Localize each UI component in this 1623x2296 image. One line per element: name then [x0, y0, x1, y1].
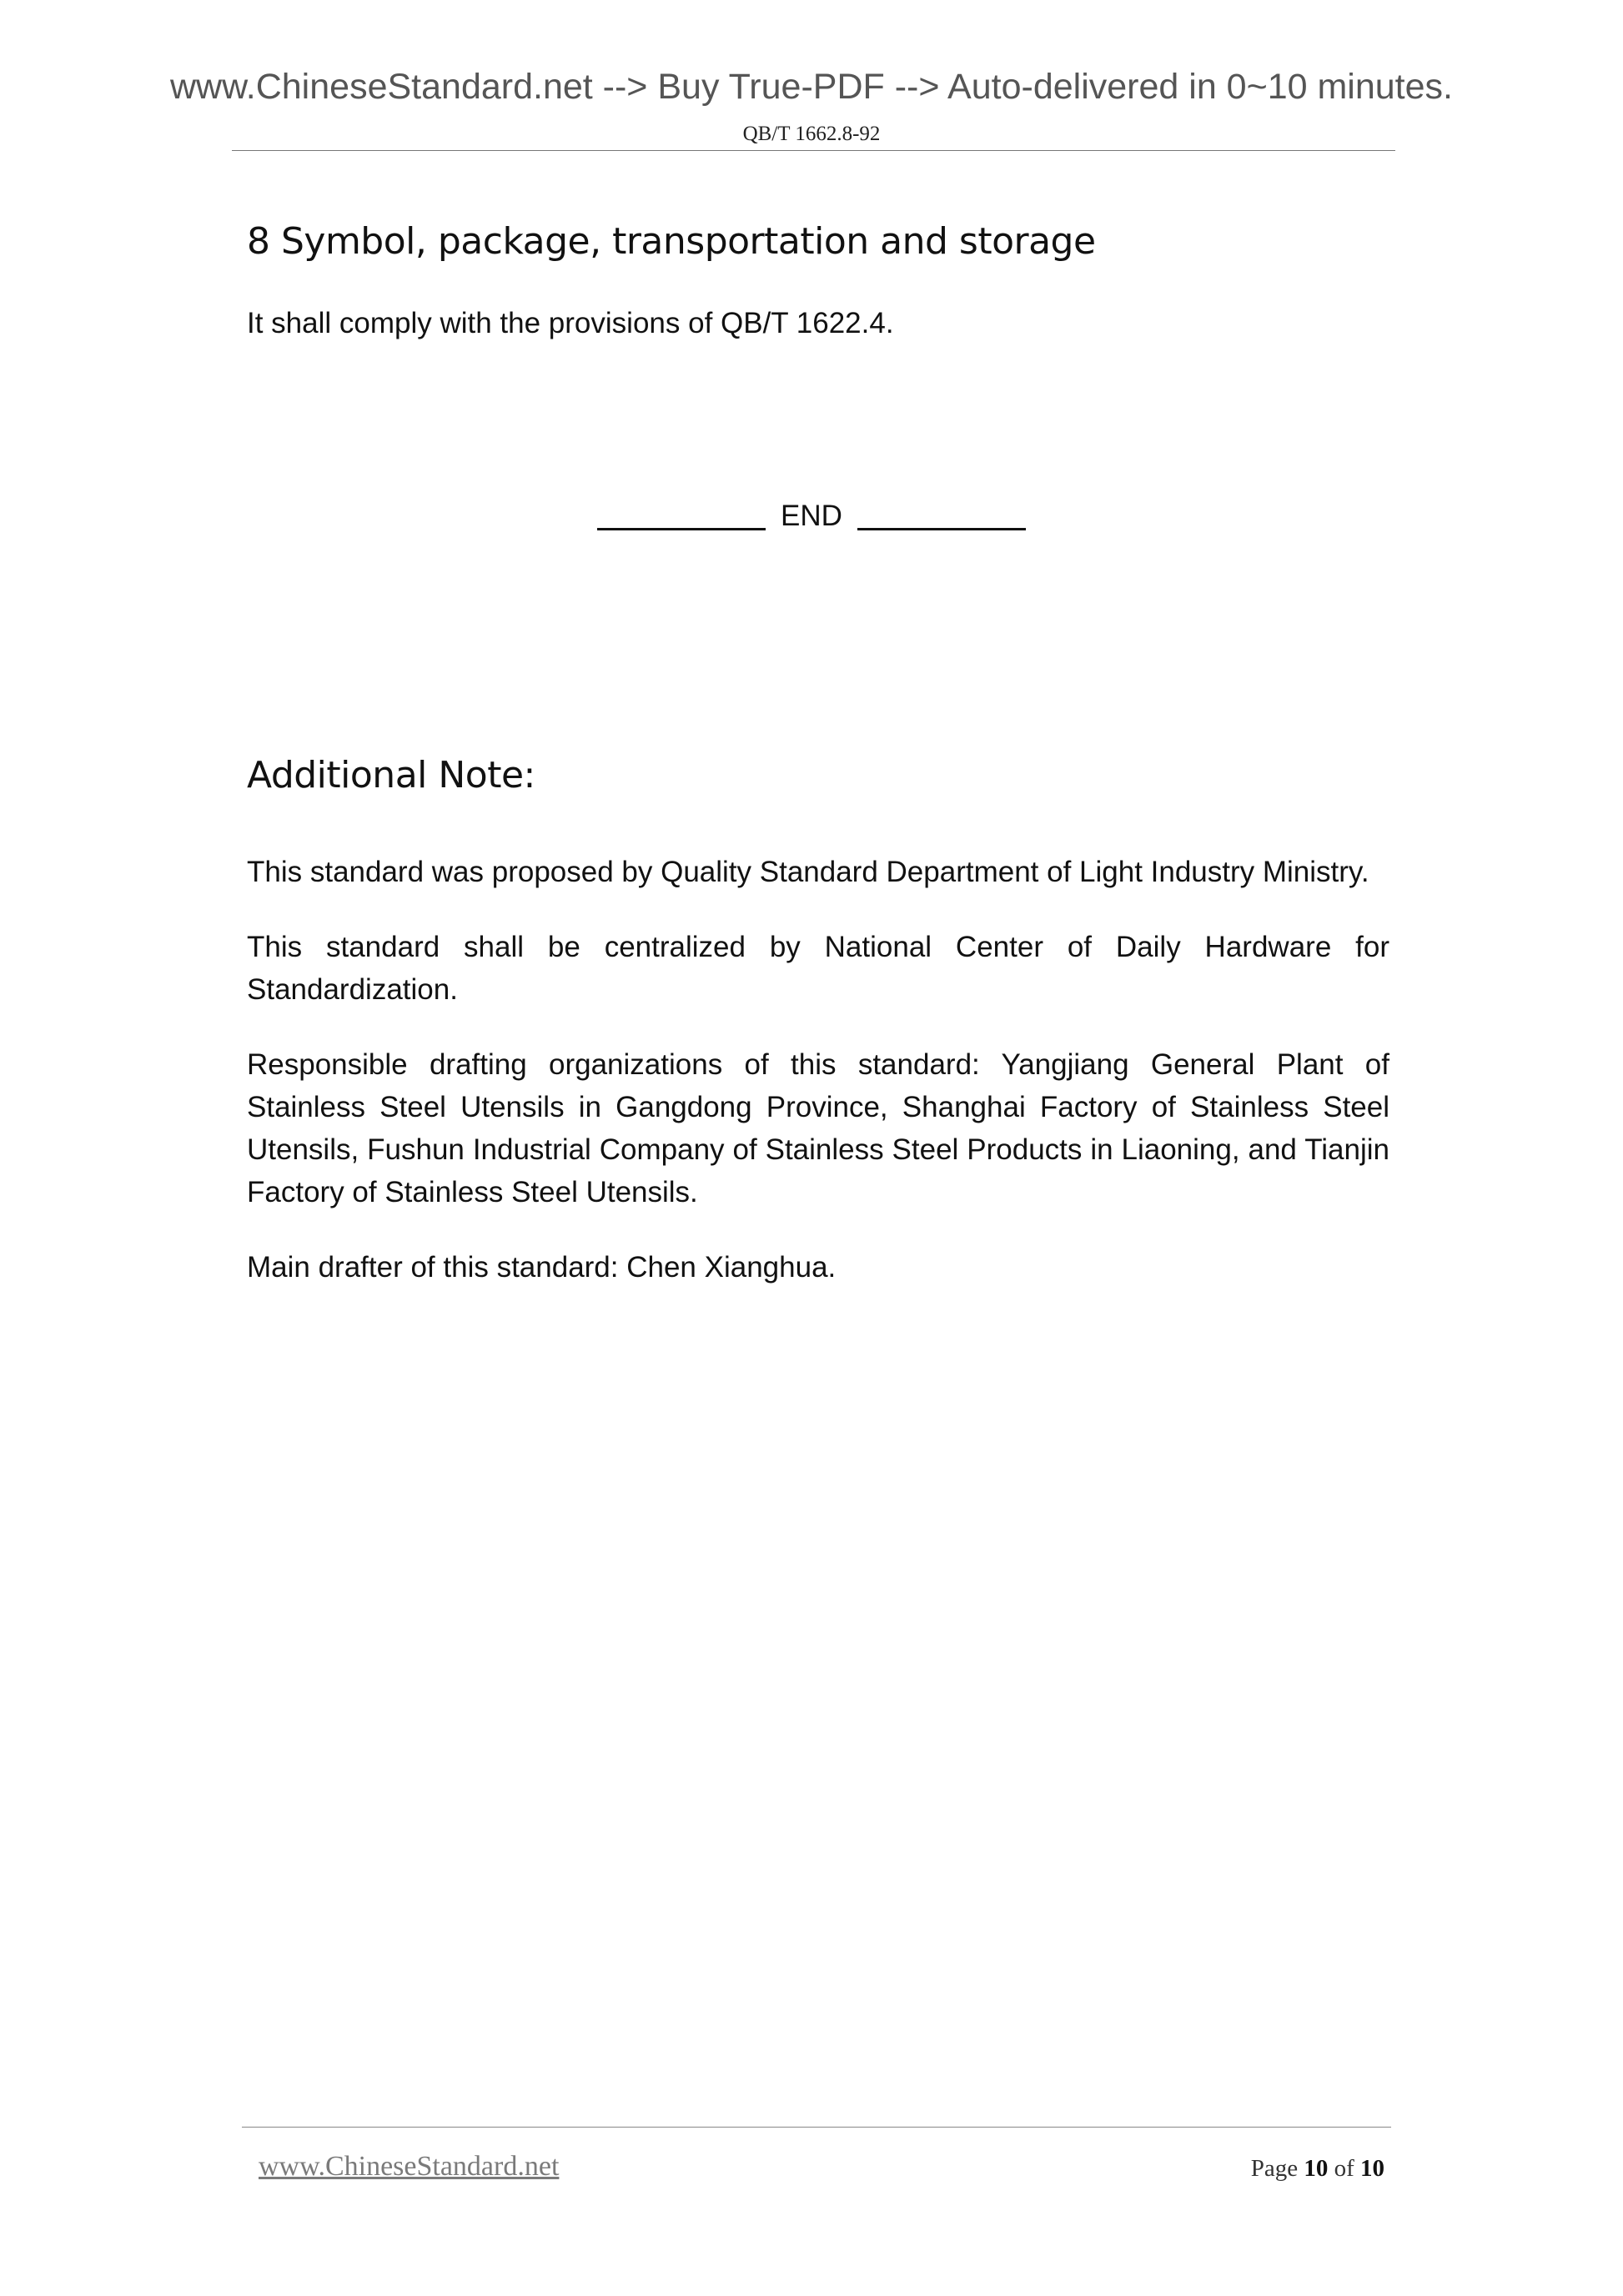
end-rule-right — [857, 528, 1026, 530]
footer-divider — [242, 2127, 1391, 2128]
additional-note-heading: Additional Note: — [247, 754, 535, 796]
page-total: 10 — [1360, 2155, 1384, 2182]
footer-site-link[interactable]: www.ChineseStandard.net — [259, 2151, 560, 2182]
section-heading: 8 Symbol, package, transportation and storage — [247, 220, 1096, 263]
end-rule-left — [597, 528, 766, 530]
page-number — [1251, 2152, 1384, 2185]
note-paragraph: This standard shall be centralized by National Center of Daily Hardware for Standardization. — [247, 931, 1389, 1006]
site-banner: www.ChineseStandard.net --> Buy True-PDF --> Auto-delivered in 0~10 minutes. — [169, 67, 1453, 107]
end-label: END — [781, 500, 842, 532]
note-paragraph: Responsible drafting organizations of this standard: Yangjiang General Plant of Stainless Steel Utensils in Gangdong Province, Shanghai Factory of Stainless Steel Utensils, Fushun Industrial Company of Stainless Steel Products in Liaoning, and Tianjin Factory of Stainless Steel Utensils. — [247, 1048, 1389, 1208]
end-marker — [0, 495, 1623, 538]
note-paragraph: This standard was proposed by Quality Standard Department of Light Industry Ministry. — [247, 856, 1369, 888]
note-paragraph: Main drafter of this standard: Chen Xianghua. — [247, 1251, 837, 1284]
page-current: 10 — [1304, 2155, 1329, 2182]
header-divider — [232, 150, 1395, 151]
page-word: Page — [1250, 2155, 1299, 2182]
page-of: of — [1334, 2155, 1354, 2182]
section-paragraph: It shall comply with the provisions of QB/T 1622.4. — [247, 307, 894, 339]
additional-note-body — [247, 851, 1389, 1321]
document-code: QB/T 1662.8-92 — [742, 123, 881, 145]
